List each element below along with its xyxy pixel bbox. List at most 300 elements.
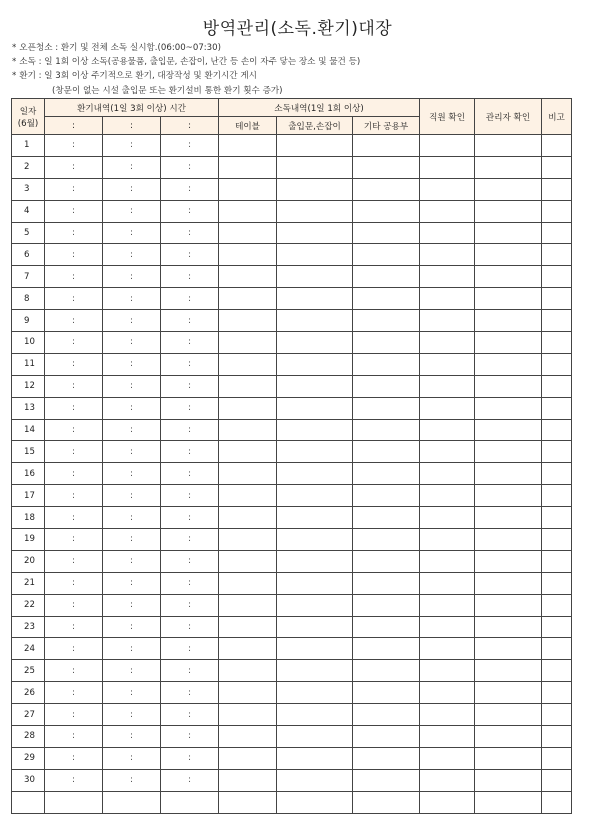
- other-common-cell[interactable]: [353, 244, 420, 266]
- table-cell[interactable]: [219, 375, 277, 397]
- vent-time-cell[interactable]: [103, 572, 161, 594]
- remarks-cell[interactable]: [542, 441, 572, 463]
- staff-check-cell[interactable]: [420, 704, 475, 726]
- manager-check-cell[interactable]: [475, 682, 542, 704]
- table-cell[interactable]: [219, 310, 277, 332]
- manager-check-cell[interactable]: [475, 529, 542, 551]
- vent-time-cell[interactable]: [45, 704, 103, 726]
- vent-time-cell[interactable]: [161, 682, 219, 704]
- door-handle-cell[interactable]: [277, 375, 353, 397]
- vent-time-cell[interactable]: [45, 769, 103, 791]
- vent-time-cell[interactable]: [103, 616, 161, 638]
- other-common-cell[interactable]: [353, 594, 420, 616]
- other-common-cell[interactable]: [353, 616, 420, 638]
- vent-time-cell[interactable]: [161, 769, 219, 791]
- vent-time-cell[interactable]: [45, 222, 103, 244]
- vent-time-cell[interactable]: [161, 178, 219, 200]
- manager-check-cell[interactable]: [475, 594, 542, 616]
- door-handle-cell[interactable]: [277, 682, 353, 704]
- manager-check-cell[interactable]: [475, 353, 542, 375]
- vent-time-cell[interactable]: [45, 397, 103, 419]
- vent-time-cell[interactable]: [161, 529, 219, 551]
- vent-time-cell[interactable]: [103, 682, 161, 704]
- vent-time-cell[interactable]: [103, 594, 161, 616]
- remarks-cell[interactable]: [542, 288, 572, 310]
- vent-time-cell[interactable]: [45, 660, 103, 682]
- door-handle-cell[interactable]: [277, 550, 353, 572]
- other-common-cell[interactable]: [353, 704, 420, 726]
- vent-time-cell[interactable]: [45, 616, 103, 638]
- vent-time-cell[interactable]: [45, 529, 103, 551]
- table-cell[interactable]: [219, 332, 277, 354]
- manager-check-cell[interactable]: [475, 200, 542, 222]
- other-common-cell[interactable]: [353, 682, 420, 704]
- staff-check-cell[interactable]: [420, 135, 475, 157]
- remarks-cell[interactable]: [542, 135, 572, 157]
- staff-check-cell[interactable]: [420, 616, 475, 638]
- remarks-cell[interactable]: [542, 704, 572, 726]
- time-colon: :: [188, 315, 191, 326]
- remarks-cell[interactable]: [542, 572, 572, 594]
- door-handle-cell[interactable]: [277, 660, 353, 682]
- time-colon: :: [72, 249, 75, 260]
- table-row: [12, 200, 572, 222]
- other-common-cell[interactable]: [353, 529, 420, 551]
- time-colon: :: [72, 665, 75, 676]
- vent-time-cell[interactable]: [103, 375, 161, 397]
- vent-time-cell[interactable]: [103, 704, 161, 726]
- table-cell[interactable]: [219, 353, 277, 375]
- remarks-cell[interactable]: [542, 397, 572, 419]
- manager-check-cell[interactable]: [475, 572, 542, 594]
- vent-time-cell[interactable]: [161, 550, 219, 572]
- note-disinfection: * 소독 : 일 1회 이상 소독(공용물품, 출입문, 손잡이, 난간 등 손이 자주 닿는 장소 및 물건 등): [12, 57, 361, 68]
- vent-time-cell[interactable]: [103, 244, 161, 266]
- vent-time-cell[interactable]: [45, 791, 103, 813]
- header-vent-time-3: :: [161, 117, 219, 135]
- header-staff-check: 직원 확인: [420, 99, 475, 135]
- manager-check-cell[interactable]: [475, 769, 542, 791]
- manager-check-cell[interactable]: [475, 135, 542, 157]
- table-cell[interactable]: [219, 507, 277, 529]
- other-common-cell[interactable]: [353, 266, 420, 288]
- other-common-cell[interactable]: [353, 769, 420, 791]
- remarks-cell[interactable]: [542, 660, 572, 682]
- vent-time-cell[interactable]: [45, 485, 103, 507]
- vent-time-cell[interactable]: [161, 463, 219, 485]
- other-common-cell[interactable]: [353, 178, 420, 200]
- vent-time-cell[interactable]: [103, 266, 161, 288]
- other-common-cell[interactable]: [353, 726, 420, 748]
- table-cell[interactable]: [219, 266, 277, 288]
- vent-time-cell[interactable]: [45, 594, 103, 616]
- vent-time-cell[interactable]: [161, 288, 219, 310]
- manager-check-cell[interactable]: [475, 288, 542, 310]
- vent-time-cell[interactable]: [161, 266, 219, 288]
- other-common-cell[interactable]: [353, 222, 420, 244]
- table-cell[interactable]: [219, 200, 277, 222]
- other-common-cell[interactable]: [353, 638, 420, 660]
- vent-time-cell[interactable]: [45, 156, 103, 178]
- door-handle-cell[interactable]: [277, 485, 353, 507]
- staff-check-cell[interactable]: [420, 178, 475, 200]
- time-colon: :: [188, 622, 191, 633]
- other-common-cell[interactable]: [353, 485, 420, 507]
- manager-check-cell[interactable]: [475, 397, 542, 419]
- vent-time-cell[interactable]: [161, 332, 219, 354]
- vent-time-cell[interactable]: [161, 441, 219, 463]
- manager-check-cell[interactable]: [475, 244, 542, 266]
- door-handle-cell[interactable]: [277, 135, 353, 157]
- table-cell[interactable]: [219, 747, 277, 769]
- table-cell[interactable]: [219, 769, 277, 791]
- vent-time-cell[interactable]: [161, 244, 219, 266]
- manager-check-cell[interactable]: [475, 332, 542, 354]
- vent-time-cell[interactable]: [45, 682, 103, 704]
- manager-check-cell[interactable]: [475, 156, 542, 178]
- vent-time-cell[interactable]: [161, 397, 219, 419]
- vent-time-cell[interactable]: [45, 572, 103, 594]
- staff-check-cell[interactable]: [420, 682, 475, 704]
- door-handle-cell[interactable]: [277, 244, 353, 266]
- table-cell[interactable]: [219, 397, 277, 419]
- vent-time-cell[interactable]: [161, 156, 219, 178]
- vent-time-cell[interactable]: [161, 594, 219, 616]
- vent-time-cell[interactable]: [45, 332, 103, 354]
- table-cell[interactable]: [219, 529, 277, 551]
- manager-check-cell[interactable]: [475, 222, 542, 244]
- vent-time-cell[interactable]: [103, 288, 161, 310]
- other-common-cell[interactable]: [353, 375, 420, 397]
- vent-time-cell[interactable]: [161, 353, 219, 375]
- manager-check-cell[interactable]: [475, 375, 542, 397]
- door-handle-cell[interactable]: [277, 288, 353, 310]
- staff-check-cell[interactable]: [420, 288, 475, 310]
- table-cell[interactable]: [219, 660, 277, 682]
- manager-check-cell[interactable]: [475, 747, 542, 769]
- manager-check-cell[interactable]: [475, 616, 542, 638]
- vent-time-cell[interactable]: [161, 310, 219, 332]
- remarks-cell[interactable]: [542, 616, 572, 638]
- remarks-cell[interactable]: [542, 178, 572, 200]
- vent-time-cell[interactable]: [103, 419, 161, 441]
- vent-time-cell[interactable]: [45, 463, 103, 485]
- staff-check-cell[interactable]: [420, 529, 475, 551]
- staff-check-cell[interactable]: [420, 463, 475, 485]
- vent-time-cell[interactable]: [103, 463, 161, 485]
- other-common-cell[interactable]: [353, 200, 420, 222]
- vent-time-cell[interactable]: [161, 200, 219, 222]
- vent-time-cell[interactable]: [103, 791, 161, 813]
- staff-check-cell[interactable]: [420, 747, 475, 769]
- day-cell: 7: [12, 266, 45, 288]
- vent-time-cell[interactable]: [103, 200, 161, 222]
- time-colon: :: [130, 512, 133, 523]
- remarks-cell[interactable]: [542, 485, 572, 507]
- table-cell[interactable]: [219, 463, 277, 485]
- table-cell[interactable]: [219, 550, 277, 572]
- door-handle-cell[interactable]: [277, 747, 353, 769]
- manager-check-cell[interactable]: [475, 463, 542, 485]
- vent-time-cell[interactable]: [103, 726, 161, 748]
- manager-check-cell[interactable]: [475, 791, 542, 813]
- vent-time-cell[interactable]: [161, 572, 219, 594]
- door-handle-cell[interactable]: [277, 616, 353, 638]
- other-common-cell[interactable]: [353, 550, 420, 572]
- staff-check-cell[interactable]: [420, 332, 475, 354]
- door-handle-cell[interactable]: [277, 507, 353, 529]
- staff-check-cell[interactable]: [420, 397, 475, 419]
- table-cell[interactable]: [219, 638, 277, 660]
- door-handle-cell[interactable]: [277, 726, 353, 748]
- vent-time-cell[interactable]: [45, 353, 103, 375]
- vent-time-cell[interactable]: [45, 638, 103, 660]
- staff-check-cell[interactable]: [420, 375, 475, 397]
- vent-time-cell[interactable]: [161, 222, 219, 244]
- other-common-cell[interactable]: [353, 332, 420, 354]
- remarks-cell[interactable]: [542, 353, 572, 375]
- manager-check-cell[interactable]: [475, 485, 542, 507]
- vent-time-cell[interactable]: [161, 638, 219, 660]
- manager-check-cell[interactable]: [475, 507, 542, 529]
- remarks-cell[interactable]: [542, 332, 572, 354]
- vent-time-cell[interactable]: [45, 135, 103, 157]
- remarks-cell[interactable]: [542, 200, 572, 222]
- table-cell[interactable]: [219, 135, 277, 157]
- table-cell[interactable]: [219, 419, 277, 441]
- remarks-cell[interactable]: [542, 769, 572, 791]
- remarks-cell[interactable]: [542, 244, 572, 266]
- vent-time-cell[interactable]: [161, 747, 219, 769]
- time-colon: :: [188, 162, 191, 173]
- remarks-cell[interactable]: [542, 726, 572, 748]
- door-handle-cell[interactable]: [277, 266, 353, 288]
- table-cell[interactable]: [219, 616, 277, 638]
- remarks-cell[interactable]: [542, 507, 572, 529]
- table-cell[interactable]: [219, 441, 277, 463]
- staff-check-cell[interactable]: [420, 550, 475, 572]
- other-common-cell[interactable]: [353, 397, 420, 419]
- day-cell: 11: [12, 353, 45, 375]
- door-handle-cell[interactable]: [277, 638, 353, 660]
- vent-time-cell[interactable]: [103, 507, 161, 529]
- door-handle-cell[interactable]: [277, 441, 353, 463]
- manager-check-cell[interactable]: [475, 178, 542, 200]
- time-colon: :: [130, 753, 133, 764]
- vent-time-cell[interactable]: [103, 332, 161, 354]
- staff-check-cell[interactable]: [420, 244, 475, 266]
- door-handle-cell[interactable]: [277, 200, 353, 222]
- door-handle-cell[interactable]: [277, 594, 353, 616]
- door-handle-cell[interactable]: [277, 463, 353, 485]
- other-common-cell[interactable]: [353, 463, 420, 485]
- vent-time-cell[interactable]: [161, 485, 219, 507]
- vent-time-cell[interactable]: [45, 375, 103, 397]
- vent-time-cell[interactable]: [161, 660, 219, 682]
- time-colon: :: [130, 206, 133, 217]
- vent-time-cell[interactable]: [103, 135, 161, 157]
- vent-time-cell[interactable]: [103, 353, 161, 375]
- remarks-cell[interactable]: [542, 419, 572, 441]
- vent-time-cell[interactable]: [45, 419, 103, 441]
- vent-time-cell[interactable]: [45, 507, 103, 529]
- vent-time-cell[interactable]: [103, 660, 161, 682]
- staff-check-cell[interactable]: [420, 769, 475, 791]
- staff-check-cell[interactable]: [420, 200, 475, 222]
- vent-time-cell[interactable]: [161, 791, 219, 813]
- other-common-cell[interactable]: [353, 353, 420, 375]
- vent-time-cell[interactable]: [103, 747, 161, 769]
- other-common-cell[interactable]: [353, 135, 420, 157]
- table-cell[interactable]: [219, 244, 277, 266]
- staff-check-cell[interactable]: [420, 638, 475, 660]
- staff-check-cell[interactable]: [420, 660, 475, 682]
- time-colon: :: [72, 578, 75, 589]
- other-common-cell[interactable]: [353, 441, 420, 463]
- door-handle-cell[interactable]: [277, 704, 353, 726]
- manager-check-cell[interactable]: [475, 310, 542, 332]
- door-handle-cell[interactable]: [277, 222, 353, 244]
- manager-check-cell[interactable]: [475, 638, 542, 660]
- other-common-cell[interactable]: [353, 747, 420, 769]
- door-handle-cell[interactable]: [277, 529, 353, 551]
- bullet-star-icon: *: [12, 57, 17, 68]
- remarks-cell[interactable]: [542, 222, 572, 244]
- vent-time-cell[interactable]: [45, 310, 103, 332]
- vent-time-cell[interactable]: [103, 769, 161, 791]
- vent-time-cell[interactable]: [161, 375, 219, 397]
- vent-time-cell[interactable]: [45, 747, 103, 769]
- manager-check-cell[interactable]: [475, 419, 542, 441]
- vent-time-cell[interactable]: [103, 441, 161, 463]
- staff-check-cell[interactable]: [420, 353, 475, 375]
- remarks-cell[interactable]: [542, 266, 572, 288]
- vent-time-cell[interactable]: [103, 550, 161, 572]
- other-common-cell[interactable]: [353, 288, 420, 310]
- remarks-cell[interactable]: [542, 529, 572, 551]
- door-handle-cell[interactable]: [277, 769, 353, 791]
- vent-time-cell[interactable]: [45, 266, 103, 288]
- door-handle-cell[interactable]: [277, 310, 353, 332]
- vent-time-cell[interactable]: [45, 178, 103, 200]
- vent-time-cell[interactable]: [161, 616, 219, 638]
- vent-time-cell[interactable]: [45, 441, 103, 463]
- remarks-cell[interactable]: [542, 463, 572, 485]
- remarks-cell[interactable]: [542, 550, 572, 572]
- vent-time-cell[interactable]: [45, 244, 103, 266]
- table-cell[interactable]: [219, 726, 277, 748]
- remarks-cell[interactable]: [542, 747, 572, 769]
- table-cell[interactable]: [219, 178, 277, 200]
- staff-check-cell[interactable]: [420, 726, 475, 748]
- manager-check-cell[interactable]: [475, 550, 542, 572]
- table-cell[interactable]: [219, 485, 277, 507]
- table-cell[interactable]: [219, 572, 277, 594]
- time-colon: :: [72, 403, 75, 414]
- manager-check-cell[interactable]: [475, 704, 542, 726]
- remarks-cell[interactable]: [542, 594, 572, 616]
- header-vent-time-1: :: [45, 117, 103, 135]
- time-colon: :: [188, 731, 191, 742]
- staff-check-cell[interactable]: [420, 572, 475, 594]
- vent-time-cell[interactable]: [161, 419, 219, 441]
- door-handle-cell[interactable]: [277, 397, 353, 419]
- door-handle-cell[interactable]: [277, 332, 353, 354]
- staff-check-cell[interactable]: [420, 266, 475, 288]
- vent-time-cell[interactable]: [103, 178, 161, 200]
- door-handle-cell[interactable]: [277, 791, 353, 813]
- table-cell[interactable]: [219, 222, 277, 244]
- other-common-cell[interactable]: [353, 660, 420, 682]
- table-cell[interactable]: [219, 288, 277, 310]
- vent-time-cell[interactable]: [103, 222, 161, 244]
- vent-time-cell[interactable]: [103, 156, 161, 178]
- day-cell: 27: [12, 704, 45, 726]
- door-handle-cell[interactable]: [277, 156, 353, 178]
- door-handle-cell[interactable]: [277, 419, 353, 441]
- remarks-cell[interactable]: [542, 791, 572, 813]
- staff-check-cell[interactable]: [420, 419, 475, 441]
- remarks-cell[interactable]: [542, 310, 572, 332]
- remarks-cell[interactable]: [542, 375, 572, 397]
- table-cell[interactable]: [219, 682, 277, 704]
- vent-time-cell[interactable]: [103, 638, 161, 660]
- manager-check-cell[interactable]: [475, 266, 542, 288]
- staff-check-cell[interactable]: [420, 507, 475, 529]
- staff-check-cell[interactable]: [420, 222, 475, 244]
- other-common-cell[interactable]: [353, 419, 420, 441]
- vent-time-cell[interactable]: [161, 135, 219, 157]
- table-cell[interactable]: [219, 704, 277, 726]
- remarks-cell[interactable]: [542, 156, 572, 178]
- door-handle-cell[interactable]: [277, 178, 353, 200]
- vent-time-cell[interactable]: [103, 397, 161, 419]
- staff-check-cell[interactable]: [420, 310, 475, 332]
- staff-check-cell[interactable]: [420, 791, 475, 813]
- vent-time-cell[interactable]: [45, 288, 103, 310]
- staff-check-cell[interactable]: [420, 156, 475, 178]
- vent-time-cell[interactable]: [45, 550, 103, 572]
- table-cell[interactable]: [219, 791, 277, 813]
- manager-check-cell[interactable]: [475, 441, 542, 463]
- vent-time-cell[interactable]: [45, 200, 103, 222]
- other-common-cell[interactable]: [353, 156, 420, 178]
- table-cell[interactable]: [219, 156, 277, 178]
- vent-time-cell[interactable]: [103, 529, 161, 551]
- staff-check-cell[interactable]: [420, 594, 475, 616]
- other-common-cell[interactable]: [353, 791, 420, 813]
- remarks-cell[interactable]: [542, 638, 572, 660]
- staff-check-cell[interactable]: [420, 485, 475, 507]
- staff-check-cell[interactable]: [420, 441, 475, 463]
- door-handle-cell[interactable]: [277, 572, 353, 594]
- vent-time-cell[interactable]: [103, 310, 161, 332]
- vent-time-cell[interactable]: [161, 726, 219, 748]
- vent-time-cell[interactable]: [161, 507, 219, 529]
- door-handle-cell[interactable]: [277, 353, 353, 375]
- manager-check-cell[interactable]: [475, 660, 542, 682]
- other-common-cell[interactable]: [353, 507, 420, 529]
- time-colon: :: [72, 140, 75, 151]
- remarks-cell[interactable]: [542, 682, 572, 704]
- vent-time-cell[interactable]: [45, 726, 103, 748]
- other-common-cell[interactable]: [353, 310, 420, 332]
- vent-time-cell[interactable]: [103, 485, 161, 507]
- other-common-cell[interactable]: [353, 572, 420, 594]
- table-cell[interactable]: [219, 594, 277, 616]
- manager-check-cell[interactable]: [475, 726, 542, 748]
- vent-time-cell[interactable]: [161, 704, 219, 726]
